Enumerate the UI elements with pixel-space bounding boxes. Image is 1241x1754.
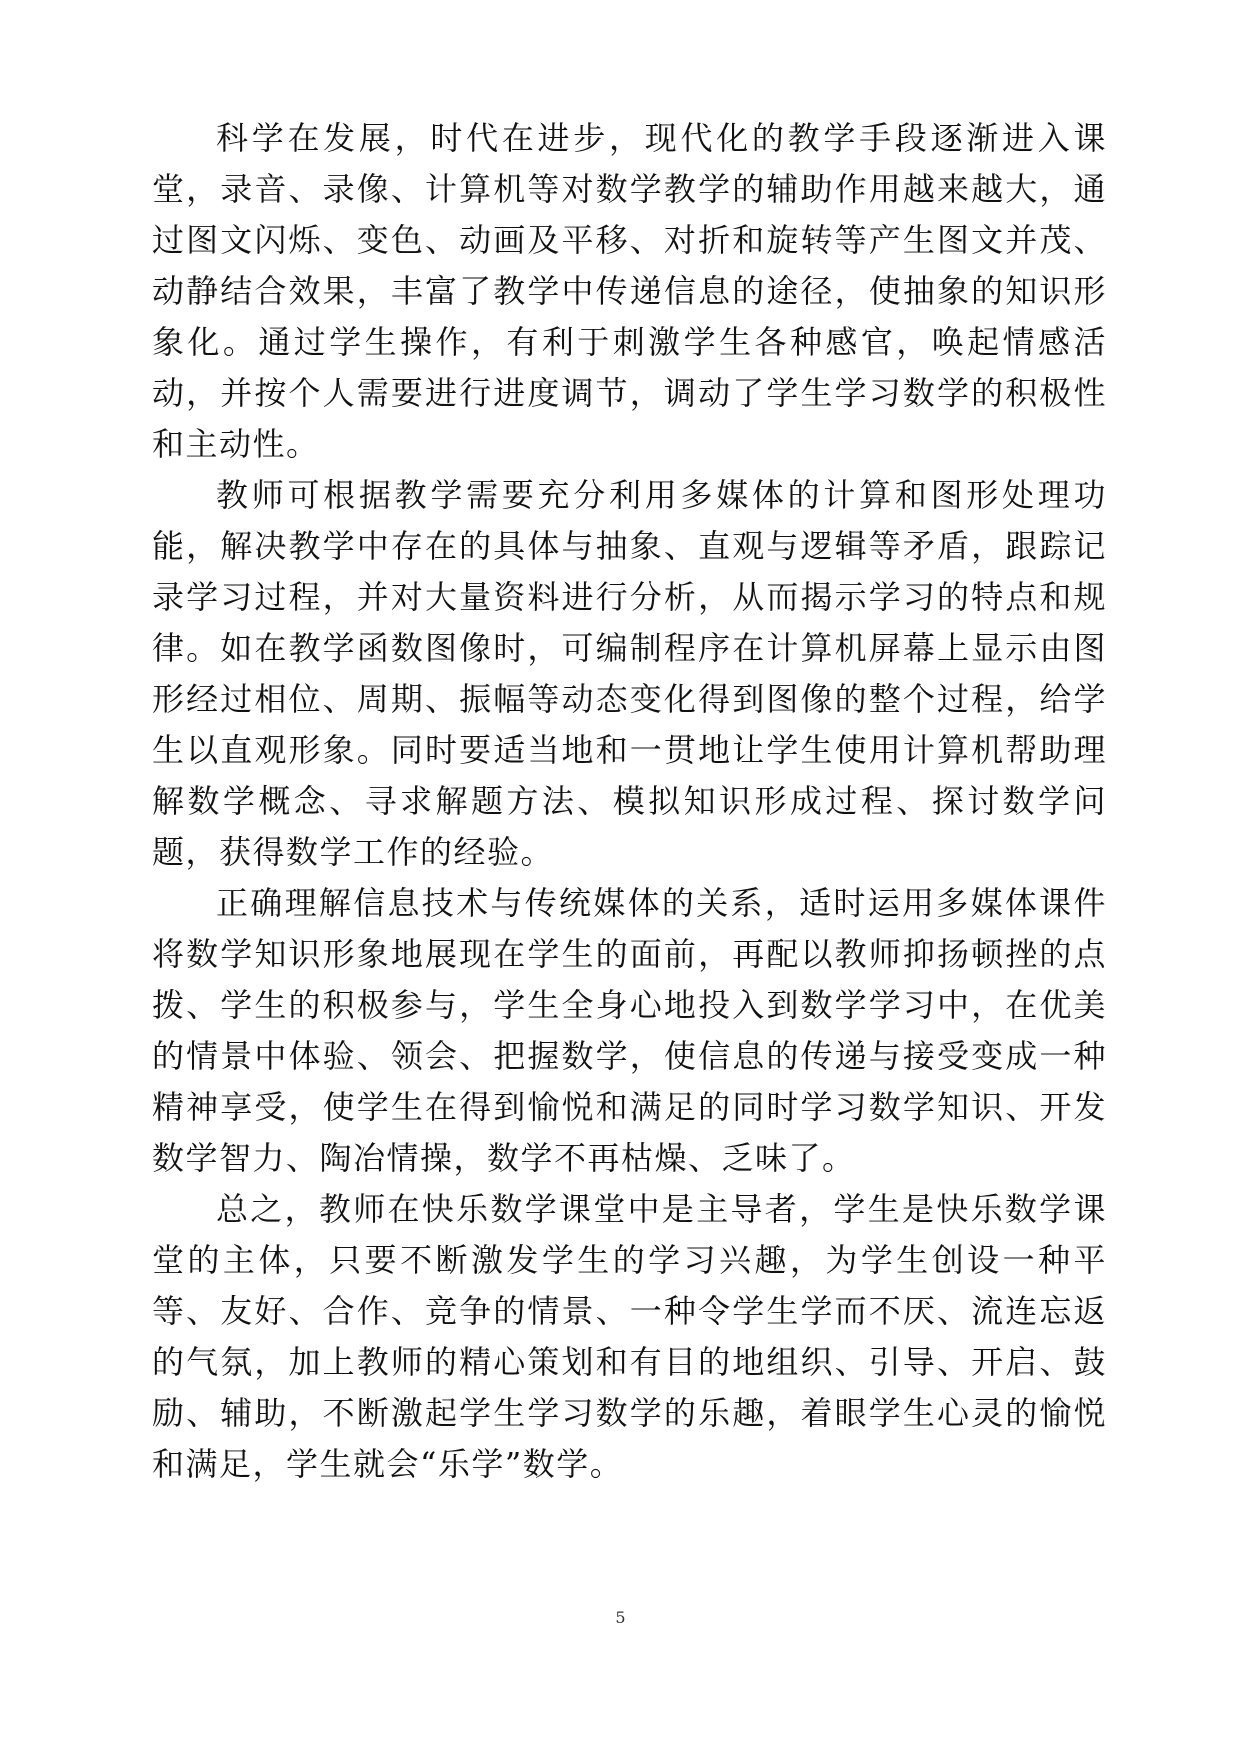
page-number: 5 bbox=[615, 1608, 626, 1627]
document-body bbox=[152, 113, 1107, 1490]
paragraph-3: 正确理解信息技术与传统媒体的关系，适时运用多媒体课件将数学知识形象地展现在学生的面前，再配以教师抑扬顿挫的点拨、学生的积极参与，学生全身心地投入到数学学习中，在优美的情景中体验、领会、把握数学，使信息的传递与接受变成一种精神享受，使学生在得到愉悦和满足的同时学习数学知识、开发数学智力、陶冶情操，数学不再枯燥、乏味了。 bbox=[152, 884, 1107, 1177]
paragraph-1: 科学在发展，时代在进步，现代化的教学手段逐渐进入课堂，录音、录像、计算机等对数学教学的辅助作用越来越大，通过图文闪烁、变色、动画及平移、对折和旋转等产生图文并茂、动静结合效果，丰富了教学中传递信息的途径，使抽象的知识形象化。通过学生操作，有利于刺激学生各种感官，唤起情感活动，并按个人需要进行进度调节，调动了学生学习数学的积极性和主动性。 bbox=[152, 119, 1107, 463]
paragraph-4: 总之，教师在快乐数学课堂中是主导者，学生是快乐数学课堂的主体，只要不断激发学生的学习兴趣，为学生创设一种平等、友好、合作、竞争的情景、一种令学生学而不厌、流连忘返的气氛，加上教师的精心策划和有目的地组织、引导、开启、鼓励、辅助，不断激起学生学习数学的乐趣，着眼学生心灵的愉悦和满足，学生就会“乐学”数学。 bbox=[152, 1190, 1107, 1483]
paragraph-2: 教师可根据教学需要充分利用多媒体的计算和图形处理功能，解决教学中存在的具体与抽象、直观与逻辑等矛盾，跟踪记录学习过程，并对大量资料进行分析，从而揭示学习的特点和规律。如在教学函数图像时，可编制程序在计算机屏幕上显示由图形经过相位、周期、振幅等动态变化得到图像的整个过程，给学生以直观形象。同时要适当地和一贯地让学生使用计算机帮助理解数学概念、寻求解题方法、模拟知识形成过程、探讨数学问题，获得数学工作的经验。 bbox=[152, 476, 1107, 871]
